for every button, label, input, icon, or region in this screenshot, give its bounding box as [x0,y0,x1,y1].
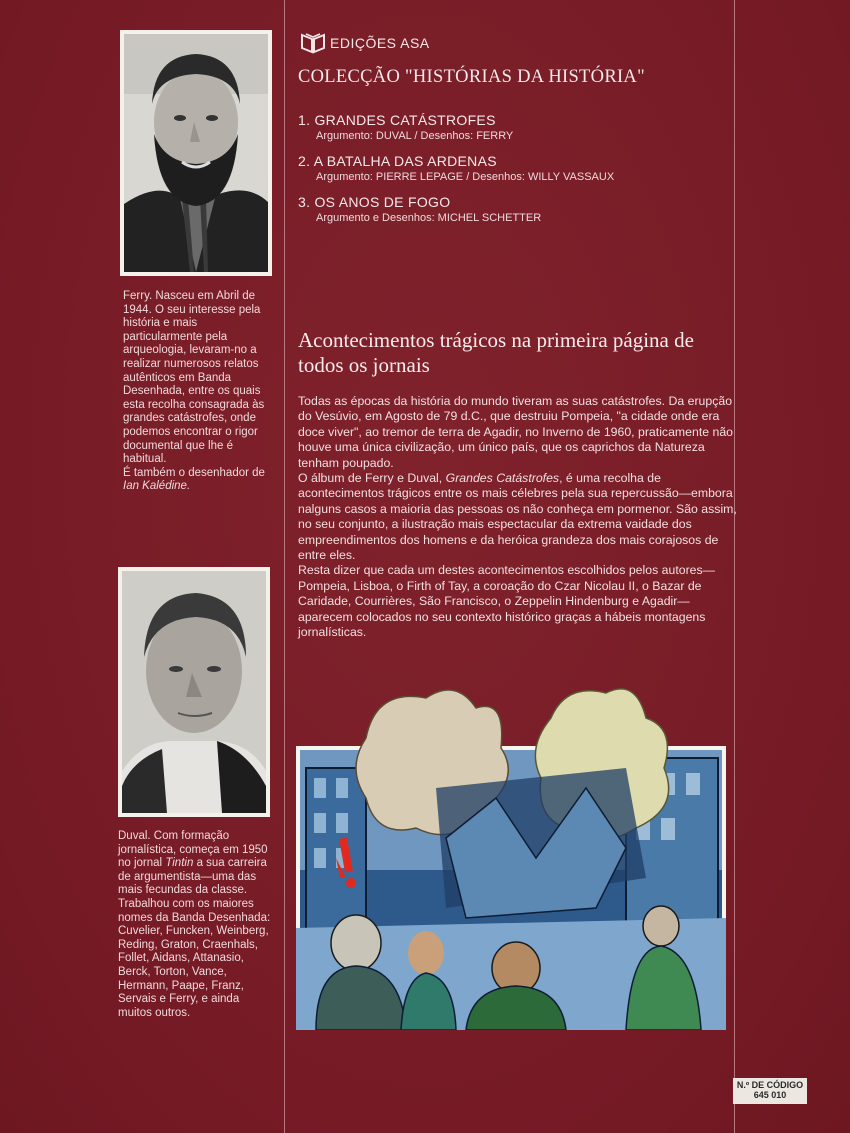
collection-item [298,112,513,142]
divider-left [284,0,285,1133]
description-paragraph-1: Todas as épocas da história do mundo tiveram as suas catástrofes. Da erupção do Vesúvio, em Agosto de 79 d.C., que destruiu Pompeia, "a cidade onde era doce viver", ao tremor de terra de Agadir, no Inverno de 1960, praticamente não houve uma única civilização, um único país, que os caprichos da Natureza tenham poupado. [298,394,734,470]
collection-item [298,194,541,224]
description-album-title: Grandes Catástrofes [445,471,560,486]
duval-bio-text-a: Duval. Com formação jornalística, começa em 1950 no jornal [118,830,268,870]
description-paragraph-3: Resta dizer que cada um destes acontecimentos escolhidos pelos autores—Pompeia, Lisboa, o Firth of Tay, a coroação do Czar Nicolau II, o Bazar de Caridade, Courrières, São Francisco, o Zeppelin Hindenburg e Agadir—aparecem colocados no seu contexto histórico graças a hábeis montagens jornalísticas. [298,563,715,640]
product-code [733,1078,807,1104]
description-paragraph-2 [298,471,738,563]
ferry-bio-extra: É também o desenhador de [123,466,265,479]
collection-item-credits: Argumento: DUVAL / Desenhos: FERRY [316,130,514,142]
collection-item-title: 1. GRANDES CATÁSTROFES [298,112,496,128]
publisher-logo [300,32,430,54]
description-p2-b: , é uma recolha de acontecimentos trágicos entre os mais célebres pela sua repercussão—embora nalguns casos a maioria das pessoas os não conheça em pormenor. São assim, no seu conjunto, a ilustração mais espectacular da extrema vaidade dos empreendimentos dos homens e da heróica grandeza dos mais corajosos de entre eles. [298,471,737,563]
ferry-bio-work: Ian Kalédine. [123,480,191,493]
ferry-bio [123,290,275,494]
product-code-value: 645 010 [753,1090,787,1100]
collection-item [298,153,614,183]
collection-item-title: 3. OS ANOS DE FOGO [298,194,451,210]
duval-bio-text-b: a sua carreira de argumentista—uma das mais fecundas da classe. Trabalhou com os maiores nomes da Banda Desenhada: Cuvelier, Funcken, Weinberg, Reding, Graton, Craenhals, Follet, Aidans, Attanasio, Berck, Torton, Vance, Hermann, Paape, Franz, Servais e Ferry, e ainda muitos outros. [118,857,271,1019]
duval-photo [118,567,270,817]
collection-item-title: 2. A BATALHA DAS ARDENAS [298,153,497,169]
headline: Acontecimentos trágicos na primeira página de todos os jornais [298,328,694,377]
product-code-label: N.º DE CÓDIGO [736,1080,804,1090]
duval-bio [118,830,276,1020]
open-book-icon [300,32,326,54]
collection-item-credits: Argumento: PIERRE LEPAGE / Desenhos: WILLY VASSAUX [316,171,615,183]
collection-item-credits: Argumento e Desenhos: MICHEL SCHETTER [316,212,542,224]
publisher-name: EDIÇÕES ASA [330,35,430,51]
description [298,394,738,641]
ferry-bio-text: Ferry. Nasceu em Abril de 1944. O seu interesse pela história e mais particularmente pela arqueologia, levaram-no a realizar numerosos relatos autênticos em Banda Desenhada, entre os quais esta recolha consagrada às grandes catástrofes, onde podemos encontrar o rigor documental que lhe é habitual. [123,290,265,466]
ferry-photo [120,30,272,276]
duval-bio-journal: Tintin [165,857,194,870]
description-p2-a: O álbum de Ferry e Duval, [298,471,443,486]
collection-title: COLECÇÃO "HISTÓRIAS DA HISTÓRIA" [298,67,645,87]
comic-illustration [296,678,726,1030]
